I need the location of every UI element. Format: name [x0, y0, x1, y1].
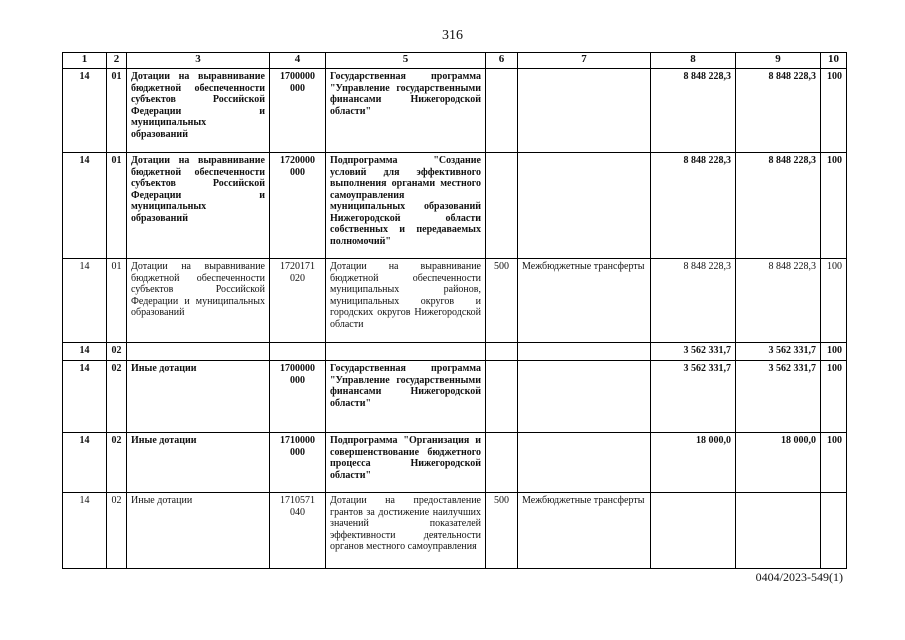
- target-article-cell: 1720000 000: [270, 153, 326, 259]
- col-header-3: 3: [127, 53, 270, 69]
- expense-type-code-cell: 500: [486, 493, 518, 569]
- plan-amount-cell: 3 562 331,7: [651, 361, 736, 433]
- table-row: [63, 343, 847, 361]
- table-row: [63, 361, 847, 433]
- expense-type-code-cell: [486, 343, 518, 361]
- executed-amount-cell: 8 848 228,3: [736, 259, 821, 343]
- target-article-cell: 1720171 020: [270, 259, 326, 343]
- program-name-cell: Подпрограмма "Создание условий для эффективного выполнения органами местного самоуправления муниципальных образований Нижегородской области собственных и передаваемых полномочий": [326, 153, 486, 259]
- percent-cell: 100: [821, 153, 847, 259]
- col-header-4: 4: [270, 53, 326, 69]
- col-header-6: 6: [486, 53, 518, 69]
- col-header-8: 8: [651, 53, 736, 69]
- executed-amount-cell: 8 848 228,3: [736, 153, 821, 259]
- col-header-5: 5: [326, 53, 486, 69]
- purpose-name-cell: Дотации на выравнивание бюджетной обеспеченности субъектов Российской Федерации и муниципальных образований: [127, 153, 270, 259]
- expense-type-name-cell: [518, 361, 651, 433]
- program-name-cell: Дотации на выравнивание бюджетной обеспеченности муниципальных районов, муниципальных округов и городских округов Нижегородской области: [326, 259, 486, 343]
- executed-amount-cell: [736, 493, 821, 569]
- purpose-name-cell: Дотации на выравнивание бюджетной обеспеченности субъектов Российской Федерации и муниципальных образований: [127, 69, 270, 153]
- section-code-cell: 14: [63, 361, 107, 433]
- percent-cell: 100: [821, 69, 847, 153]
- table-row: [63, 153, 847, 259]
- table-row: [63, 69, 847, 153]
- target-article-cell: 1710000 000: [270, 433, 326, 493]
- section-code-cell: 14: [63, 343, 107, 361]
- section-code-cell: 14: [63, 259, 107, 343]
- subsection-code-cell: 01: [107, 259, 127, 343]
- expense-type-name-cell: [518, 153, 651, 259]
- purpose-name-cell: Иные дотации: [127, 493, 270, 569]
- subsection-code-cell: 01: [107, 69, 127, 153]
- expense-type-name-cell: [518, 343, 651, 361]
- target-article-cell: 1700000 000: [270, 361, 326, 433]
- budget-table: [62, 52, 847, 569]
- table-row: [63, 493, 847, 569]
- executed-amount-cell: 3 562 331,7: [736, 343, 821, 361]
- program-name-cell: Государственная программа "Управление государственными финансами Нижегородской области": [326, 69, 486, 153]
- expense-type-name-cell: Межбюджетные трансферты: [518, 493, 651, 569]
- program-name-cell: Дотации на предоставление грантов за достижение наилучших значений показателей эффективности деятельности органов местного самоуправления: [326, 493, 486, 569]
- expense-type-code-cell: [486, 361, 518, 433]
- purpose-name-cell: Иные дотации: [127, 433, 270, 493]
- percent-cell: 100: [821, 259, 847, 343]
- expense-type-code-cell: [486, 69, 518, 153]
- col-header-7: 7: [518, 53, 651, 69]
- subsection-code-cell: 02: [107, 493, 127, 569]
- plan-amount-cell: 8 848 228,3: [651, 69, 736, 153]
- col-header-10: 10: [821, 53, 847, 69]
- col-header-2: 2: [107, 53, 127, 69]
- expense-type-name-cell: Межбюджетные трансферты: [518, 259, 651, 343]
- subsection-code-cell: 01: [107, 153, 127, 259]
- section-code-cell: 14: [63, 153, 107, 259]
- page-number: 316: [442, 28, 463, 43]
- plan-amount-cell: 8 848 228,3: [651, 259, 736, 343]
- purpose-name-cell: [127, 343, 270, 361]
- section-code-cell: 14: [63, 433, 107, 493]
- percent-cell: 100: [821, 433, 847, 493]
- expense-type-code-cell: 500: [486, 259, 518, 343]
- header-row: [63, 53, 847, 69]
- table-row: [63, 259, 847, 343]
- table-row: [63, 433, 847, 493]
- percent-cell: 100: [821, 361, 847, 433]
- document-code: 0404/2023-549(1): [755, 570, 843, 584]
- executed-amount-cell: 8 848 228,3: [736, 69, 821, 153]
- target-article-cell: 1700000 000: [270, 69, 326, 153]
- subsection-code-cell: 02: [107, 343, 127, 361]
- plan-amount-cell: 18 000,0: [651, 433, 736, 493]
- program-name-cell: Государственная программа "Управление государственными финансами Нижегородской области": [326, 361, 486, 433]
- subsection-code-cell: 02: [107, 361, 127, 433]
- col-header-9: 9: [736, 53, 821, 69]
- subsection-code-cell: 02: [107, 433, 127, 493]
- expense-type-name-cell: [518, 69, 651, 153]
- plan-amount-cell: [651, 493, 736, 569]
- col-header-1: 1: [63, 53, 107, 69]
- percent-cell: [821, 493, 847, 569]
- expense-type-code-cell: [486, 153, 518, 259]
- executed-amount-cell: 3 562 331,7: [736, 361, 821, 433]
- target-article-cell: [270, 343, 326, 361]
- plan-amount-cell: 8 848 228,3: [651, 153, 736, 259]
- expense-type-code-cell: [486, 433, 518, 493]
- section-code-cell: 14: [63, 69, 107, 153]
- purpose-name-cell: Иные дотации: [127, 361, 270, 433]
- plan-amount-cell: 3 562 331,7: [651, 343, 736, 361]
- section-code-cell: 14: [63, 493, 107, 569]
- expense-type-name-cell: [518, 433, 651, 493]
- program-name-cell: [326, 343, 486, 361]
- target-article-cell: 1710571 040: [270, 493, 326, 569]
- executed-amount-cell: 18 000,0: [736, 433, 821, 493]
- purpose-name-cell: Дотации на выравнивание бюджетной обеспеченности субъектов Российской Федерации и муниципальных образований: [127, 259, 270, 343]
- percent-cell: 100: [821, 343, 847, 361]
- program-name-cell: Подпрограмма "Организация и совершенствование бюджетного процесса Нижегородской области": [326, 433, 486, 493]
